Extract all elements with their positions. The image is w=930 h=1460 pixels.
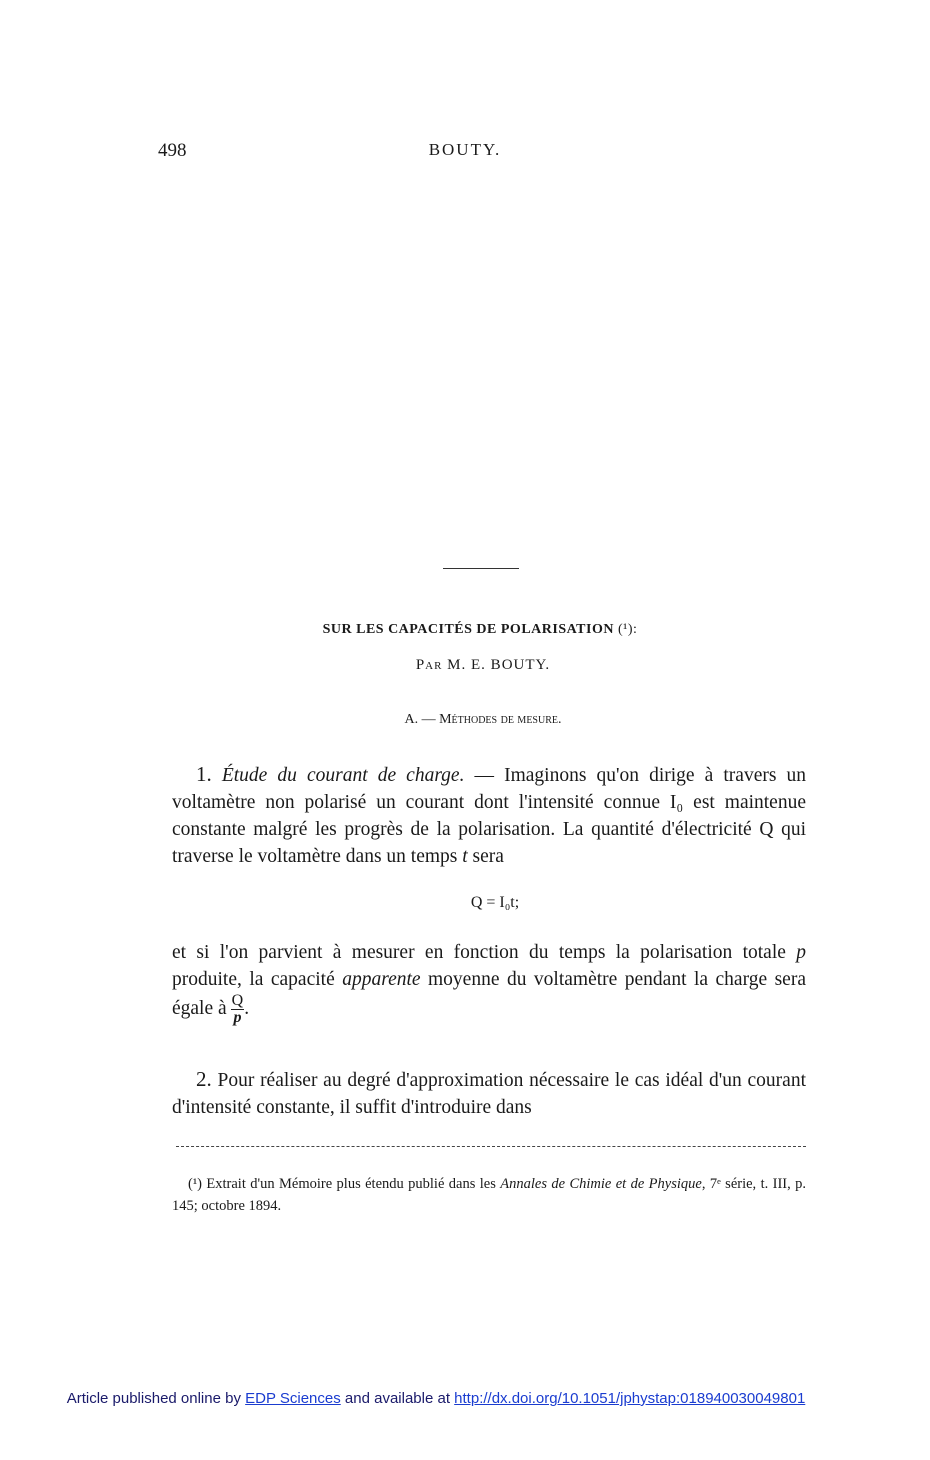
publication-banner [0, 1390, 872, 1407]
paragraph-1-body [172, 761, 806, 870]
banner-middle: and available at [340, 1390, 455, 1407]
doi-link[interactable]: http://dx.doi.org/10.1051/jphystap:018940030049801 [454, 1390, 806, 1407]
paragraph-2 [172, 1066, 806, 1121]
title-footnote-mark: (¹): [617, 622, 638, 637]
author-text: Par M. E. BOUTY. [415, 657, 551, 673]
fraction-q-over-p [231, 993, 245, 1026]
paragraph-2-text-a: et si l'on parvient à mesurer en fonction du temps la polarisation totale [172, 942, 797, 963]
paragraph-1-heading: Étude du courant de charge. [221, 765, 465, 786]
paragraph-1 [172, 761, 806, 870]
paragraph-2-text-c: moyenne du voltamètre pendant la charge sera égale à [172, 969, 806, 1019]
section-heading-text: A. — Méthodes de mesure. [404, 712, 562, 727]
running-title: BOUTY. [428, 140, 502, 159]
footnote-text-a: Extrait d'un Mémoire plus étendu publié dans les [202, 1176, 501, 1192]
section-heading [0, 712, 930, 728]
fraction-numerator: Q [231, 992, 244, 1009]
paragraph-1-continued [172, 939, 806, 1026]
paragraph-2-text-b: produite, la capacité [172, 969, 343, 990]
footnote-divider [176, 1146, 806, 1147]
emphasis-apparente: apparente [342, 969, 421, 990]
banner-prefix: Article published online by [66, 1390, 246, 1407]
article-title-text: SUR LES CAPACITÉS DE POLARISATION [322, 622, 614, 637]
footnote-text-b: , 7ᵉ série, t. III, p. 145; octobre 1894. [172, 1176, 806, 1214]
equation-charge: Q = I₀t; [470, 894, 520, 911]
edp-sciences-link[interactable]: EDP Sciences [245, 1390, 341, 1407]
variable-p: p [796, 942, 806, 963]
fraction-denominator: p [233, 1009, 242, 1026]
paragraph-1-text: — Imaginons qu'on dirige à travers un voltamètre non polarisé un courant dont l'intensité connue I₀ est maintenue constante malgré les progrès de la polarisation. La quantité d'électricité Q qui traverse le voltamètre dans un temps [172, 765, 806, 867]
paragraph-1-number: 1. [196, 762, 212, 786]
footnote-mark: (¹) [188, 1176, 203, 1192]
paragraph-2-text: Pour réaliser au degré d'approximation nécessaire le cas idéal d'un courant d'intensité constante, il suffit d'introduire dans [172, 1070, 806, 1118]
article-title [0, 622, 930, 638]
page-number: 498 [158, 140, 187, 161]
paragraph-1-end: sera [467, 846, 504, 867]
variable-t: t [462, 846, 468, 867]
article-author [0, 657, 930, 674]
footnote-journal: Annales de Chimie et de Physique [500, 1176, 702, 1192]
footnote [172, 1173, 806, 1217]
paragraph-2-number: 2. [196, 1067, 212, 1091]
title-divider [443, 568, 519, 569]
fraction-period: . [244, 997, 250, 1019]
